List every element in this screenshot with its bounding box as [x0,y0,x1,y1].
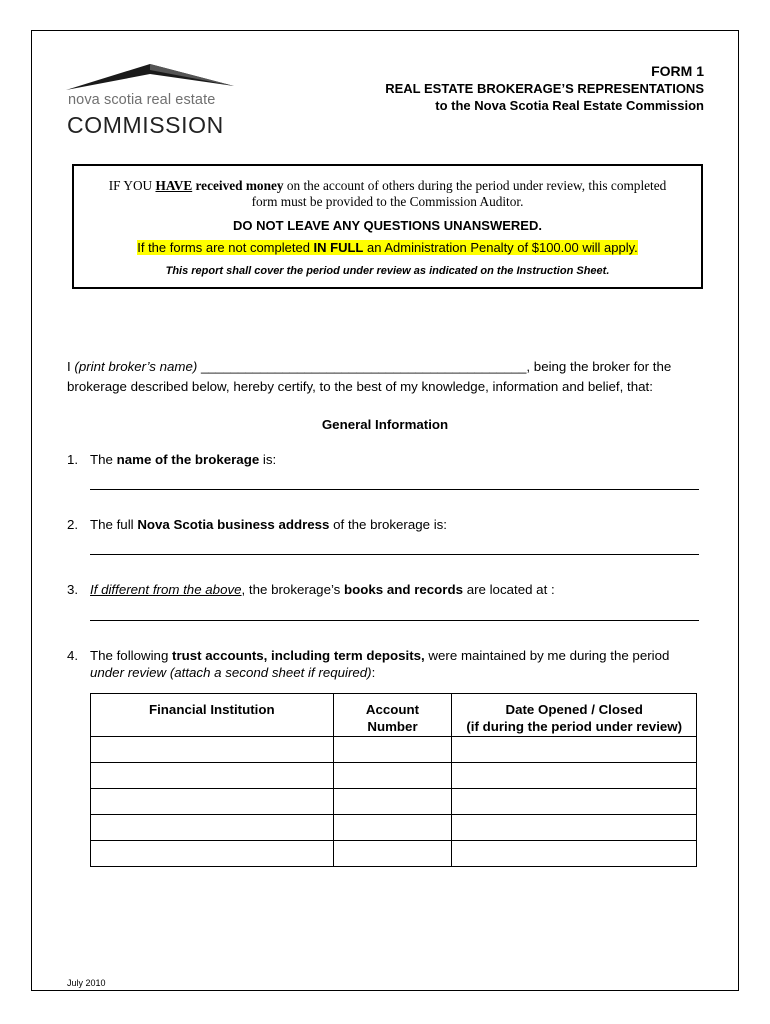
form-number: FORM 1 [651,63,704,79]
col-account-label: Account [365,702,420,717]
col-account-number [333,694,452,737]
brokerage-name-answer-line[interactable] [90,489,699,490]
question-text: were maintained by me during the period [424,648,670,663]
table-cell[interactable] [452,815,697,841]
table-cell[interactable] [452,841,697,867]
question-number: 2. [67,517,79,532]
question-4-line1 [67,647,707,664]
table-cell[interactable] [452,737,697,763]
question-1 [67,451,276,468]
broker-certification [67,357,707,397]
notice-warning: DO NOT LEAVE ANY QUESTIONS UNANSWERED. [233,218,542,233]
broker-name-label: (print broker’s name) [74,359,198,374]
notice-line2: form must be provided to the Commission Auditor. [251,194,524,209]
notice-box [72,164,703,289]
col-date-label: Date Opened / Closed [505,702,643,717]
question-bold-text: Nova Scotia business address [137,517,330,532]
commission-logo-roof [66,60,234,90]
books-records-location-answer-line[interactable] [90,620,699,621]
question-3 [67,581,555,598]
notice-have: HAVE [155,178,193,193]
col-date-note: (if during the period under review) [466,719,683,734]
question-bold-text: books and records [344,582,463,597]
notice-penalty [74,240,701,255]
table-cell[interactable] [333,763,452,789]
question-4-line2 [67,664,707,681]
table-cell[interactable] [91,789,334,815]
trust-accounts-table [90,693,697,867]
certify-line1 [67,357,707,377]
question-text: are located at : [463,582,555,597]
question-text: , the brokerage’s [241,582,345,597]
col-number-label: Number [367,719,418,734]
notice-period-note: This report shall cover the period under review as indicated on the Instruction Sheet. [165,265,610,277]
table-cell[interactable] [91,737,334,763]
section-title-general-information: General Information [321,417,449,432]
certify-text: , being the broker for the [526,359,672,374]
table-cell[interactable] [333,841,452,867]
table-row [91,789,697,815]
notice-text: on the account of others during the period under review, this completed [283,178,667,193]
form-title: REAL ESTATE BROKERAGE’S REPRESENTATIONS [385,81,704,96]
table-cell[interactable] [452,763,697,789]
question-text: The full [90,517,138,532]
broker-name-field[interactable]: ____________________________________________ [197,359,527,374]
question-text: The following [90,648,173,663]
logo-text-commission: COMMISSION [67,112,224,138]
question-number: 3. [67,582,79,597]
question-text: : [371,665,376,680]
col-date-opened-closed [452,694,697,737]
notice-received-money: received money [192,178,284,193]
table-cell[interactable] [333,789,452,815]
table-cell[interactable] [452,789,697,815]
question-4 [67,647,707,681]
table-cell[interactable] [91,841,334,867]
table-cell[interactable] [91,763,334,789]
question-italic-text: under review (attach a second sheet if required) [90,665,372,680]
penalty-text: an Administration Penalty of $100.00 will apply. [363,240,638,255]
question-number: 4. [67,648,79,663]
penalty-text: If the forms are not completed [137,240,314,255]
business-address-answer-line[interactable] [90,554,699,555]
penalty-in-full: IN FULL [313,240,364,255]
table-row [91,815,697,841]
footer-date: July 2010 [67,978,106,988]
question-text: of the brokerage is: [329,517,447,532]
table-row [91,763,697,789]
question-bold-text: trust accounts, including term deposits, [172,648,425,663]
question-bold-text: name of the brokerage [116,452,260,467]
logo-text-line1: nova scotia real estate [68,92,216,108]
table-cell[interactable] [91,815,334,841]
table-cell[interactable] [333,737,452,763]
form-subtitle: to the Nova Scotia Real Estate Commission [435,98,704,113]
table-row [91,841,697,867]
question-2 [67,516,447,533]
question-text: is: [259,452,277,467]
question-text: The [90,452,117,467]
notice-text: IF YOU [108,178,156,193]
certify-line2: brokerage described below, hereby certify, to the best of my knowledge, information and belief, that: [67,379,653,394]
table-cell[interactable] [333,815,452,841]
notice-line1 [74,178,701,194]
question-italic-text: If different from the above [90,582,242,597]
table-header-row [91,694,697,737]
question-number: 1. [67,452,79,467]
certify-lead: I [67,359,75,374]
table-row [91,737,697,763]
col-financial-institution: Financial Institution [91,694,334,737]
